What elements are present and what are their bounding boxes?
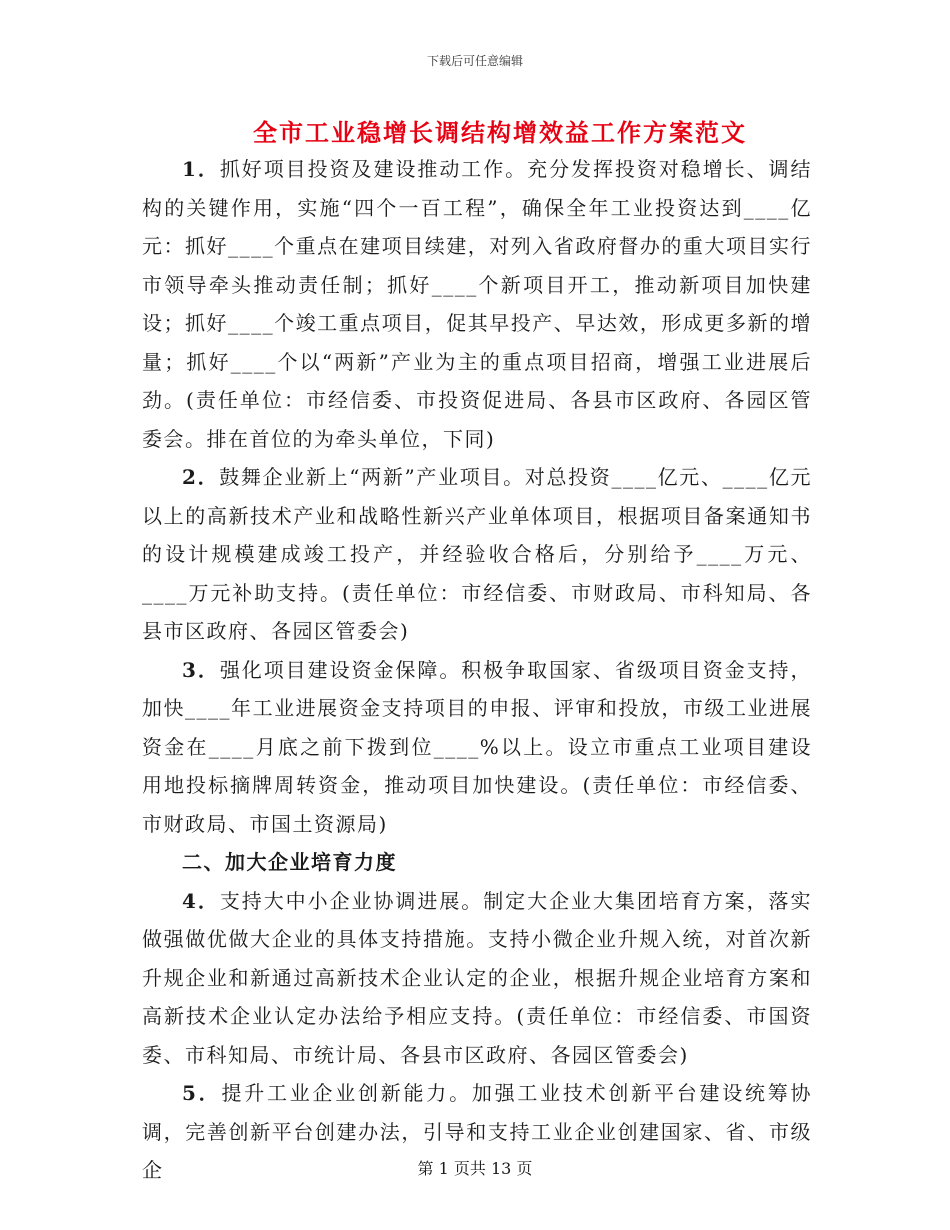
item-number: 4．	[182, 888, 220, 913]
paragraph-item-4	[142, 882, 812, 1075]
item-text: 鼓舞企业新上“两新”产业项目。对总投资____亿元、____亿元以上的高新技术产业和战略性新兴产业单体项目，根据项目备案通知书的设计规模建成竣工投产，并经验收合格后，分别给予____万元、____万元补助支持。(责任单位：市经信委、市财政局、市科知局、各县市区政府、各园区管委会)	[142, 465, 812, 643]
item-text: 提升工业企业创新能力。加强工业技术创新平台建设统筹协调，完善创新平台创建办法，引导和支持工业企业创建国家、省、市级企	[142, 1081, 813, 1182]
item-number: 1．	[182, 157, 220, 181]
header-note: 下载后可任意编辑	[426, 54, 523, 68]
document-body	[142, 150, 812, 1190]
item-text: 支持大中小企业协调进展。制定大企业大集团培育方案，落实做强做优做大企业的具体支持措施。支持小微企业升规入统，对首次新升规企业和新通过高新技术企业认定的企业，根据升规企业培育方案和高新技术企业认定办法给予相应支持。(责任单位：市经信委、市国资委、市科知局、市统计局、各县市区政府、各园区管委会)	[142, 888, 813, 1067]
item-text: 强化项目建设资金保障。积极争取国家、省级项目资金支持，加快____年工业进展资金支持项目的申报、评审和投放，市级工业进展资金在____月底之前下拨到位____%以上。设立市重点工业项目建设用地投标摘牌周转资金，推动项目加快建设。(责任单位：市经信委、市财政局、市国土资源局)	[142, 657, 813, 836]
section-heading: 二、加大企业培育力度	[182, 850, 397, 874]
item-number: 5．	[182, 1081, 222, 1105]
item-number: 2．	[182, 465, 220, 489]
page-number: 第 1 页共 13 页	[417, 1159, 533, 1178]
paragraph-item-1	[142, 150, 812, 458]
item-text: 抓好项目投资及建设推动工作。充分发挥投资对稳增长、调结构的关键作用，实施“四个一百工程”，确保全年工业投资达到____亿元：抓好____个重点在建项目续建，对列入省政府督办的重大项目实行市领导牵头推动责任制；抓好____个新项目开工，推动新项目加快建设；抓好____个竣工重点项目，促其早投产、早达效，形成更多新的增量；抓好____个以“两新”产业为主的重点项目招商，增强工业进展后劲。(责任单位：市经信委、市投资促进局、各县市区政府、各园区管委会。排在首位的为牵头单位，下同)	[142, 157, 813, 451]
paragraph-item-2	[142, 458, 812, 651]
item-number: 3．	[182, 657, 220, 682]
document-title: 全市工业稳增长调结构增效益工作方案范文	[253, 118, 747, 147]
paragraph-item-3	[142, 651, 812, 844]
